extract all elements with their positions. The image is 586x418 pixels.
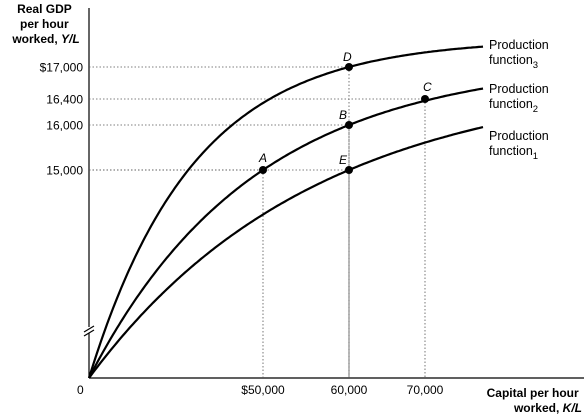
x-axis-label: Capital per hour worked, K/L bbox=[486, 386, 582, 415]
point-A-label: A bbox=[259, 151, 268, 165]
x-tick-label-2: 70,000 bbox=[406, 383, 444, 397]
point-B-marker bbox=[345, 121, 353, 129]
x-tick-label-1: 60,000 bbox=[330, 383, 368, 397]
point-D-label: D bbox=[343, 50, 352, 64]
point-D-marker bbox=[345, 63, 353, 71]
curve-label-2: Production function$_2$ bbox=[489, 82, 549, 115]
curve-label-3: Production function$_3$ bbox=[489, 38, 549, 71]
x-tick-label-0: $50,000 bbox=[241, 383, 285, 397]
production-function-1-curve bbox=[89, 127, 483, 378]
point-C-label: C bbox=[423, 80, 432, 94]
curve-label-1: Production function$_1$ bbox=[489, 129, 549, 162]
point-E-marker bbox=[345, 166, 353, 174]
y-axis-label: Real GDP per hour worked, Y/L bbox=[12, 2, 80, 46]
origin-label: 0 bbox=[77, 383, 84, 397]
point-E-label: E bbox=[339, 153, 348, 167]
point-C-marker bbox=[421, 95, 429, 103]
point-B-label: B bbox=[339, 108, 348, 122]
y-tick-label-2: 16,400 bbox=[46, 92, 83, 107]
guide-lines bbox=[89, 67, 425, 378]
y-tick-label-0: 15,000 bbox=[46, 163, 83, 178]
y-tick-label-1: 16,000 bbox=[46, 118, 83, 133]
y-tick-label-3: $17,000 bbox=[39, 60, 83, 75]
point-A-marker bbox=[259, 166, 267, 174]
curve-labels bbox=[489, 38, 549, 162]
